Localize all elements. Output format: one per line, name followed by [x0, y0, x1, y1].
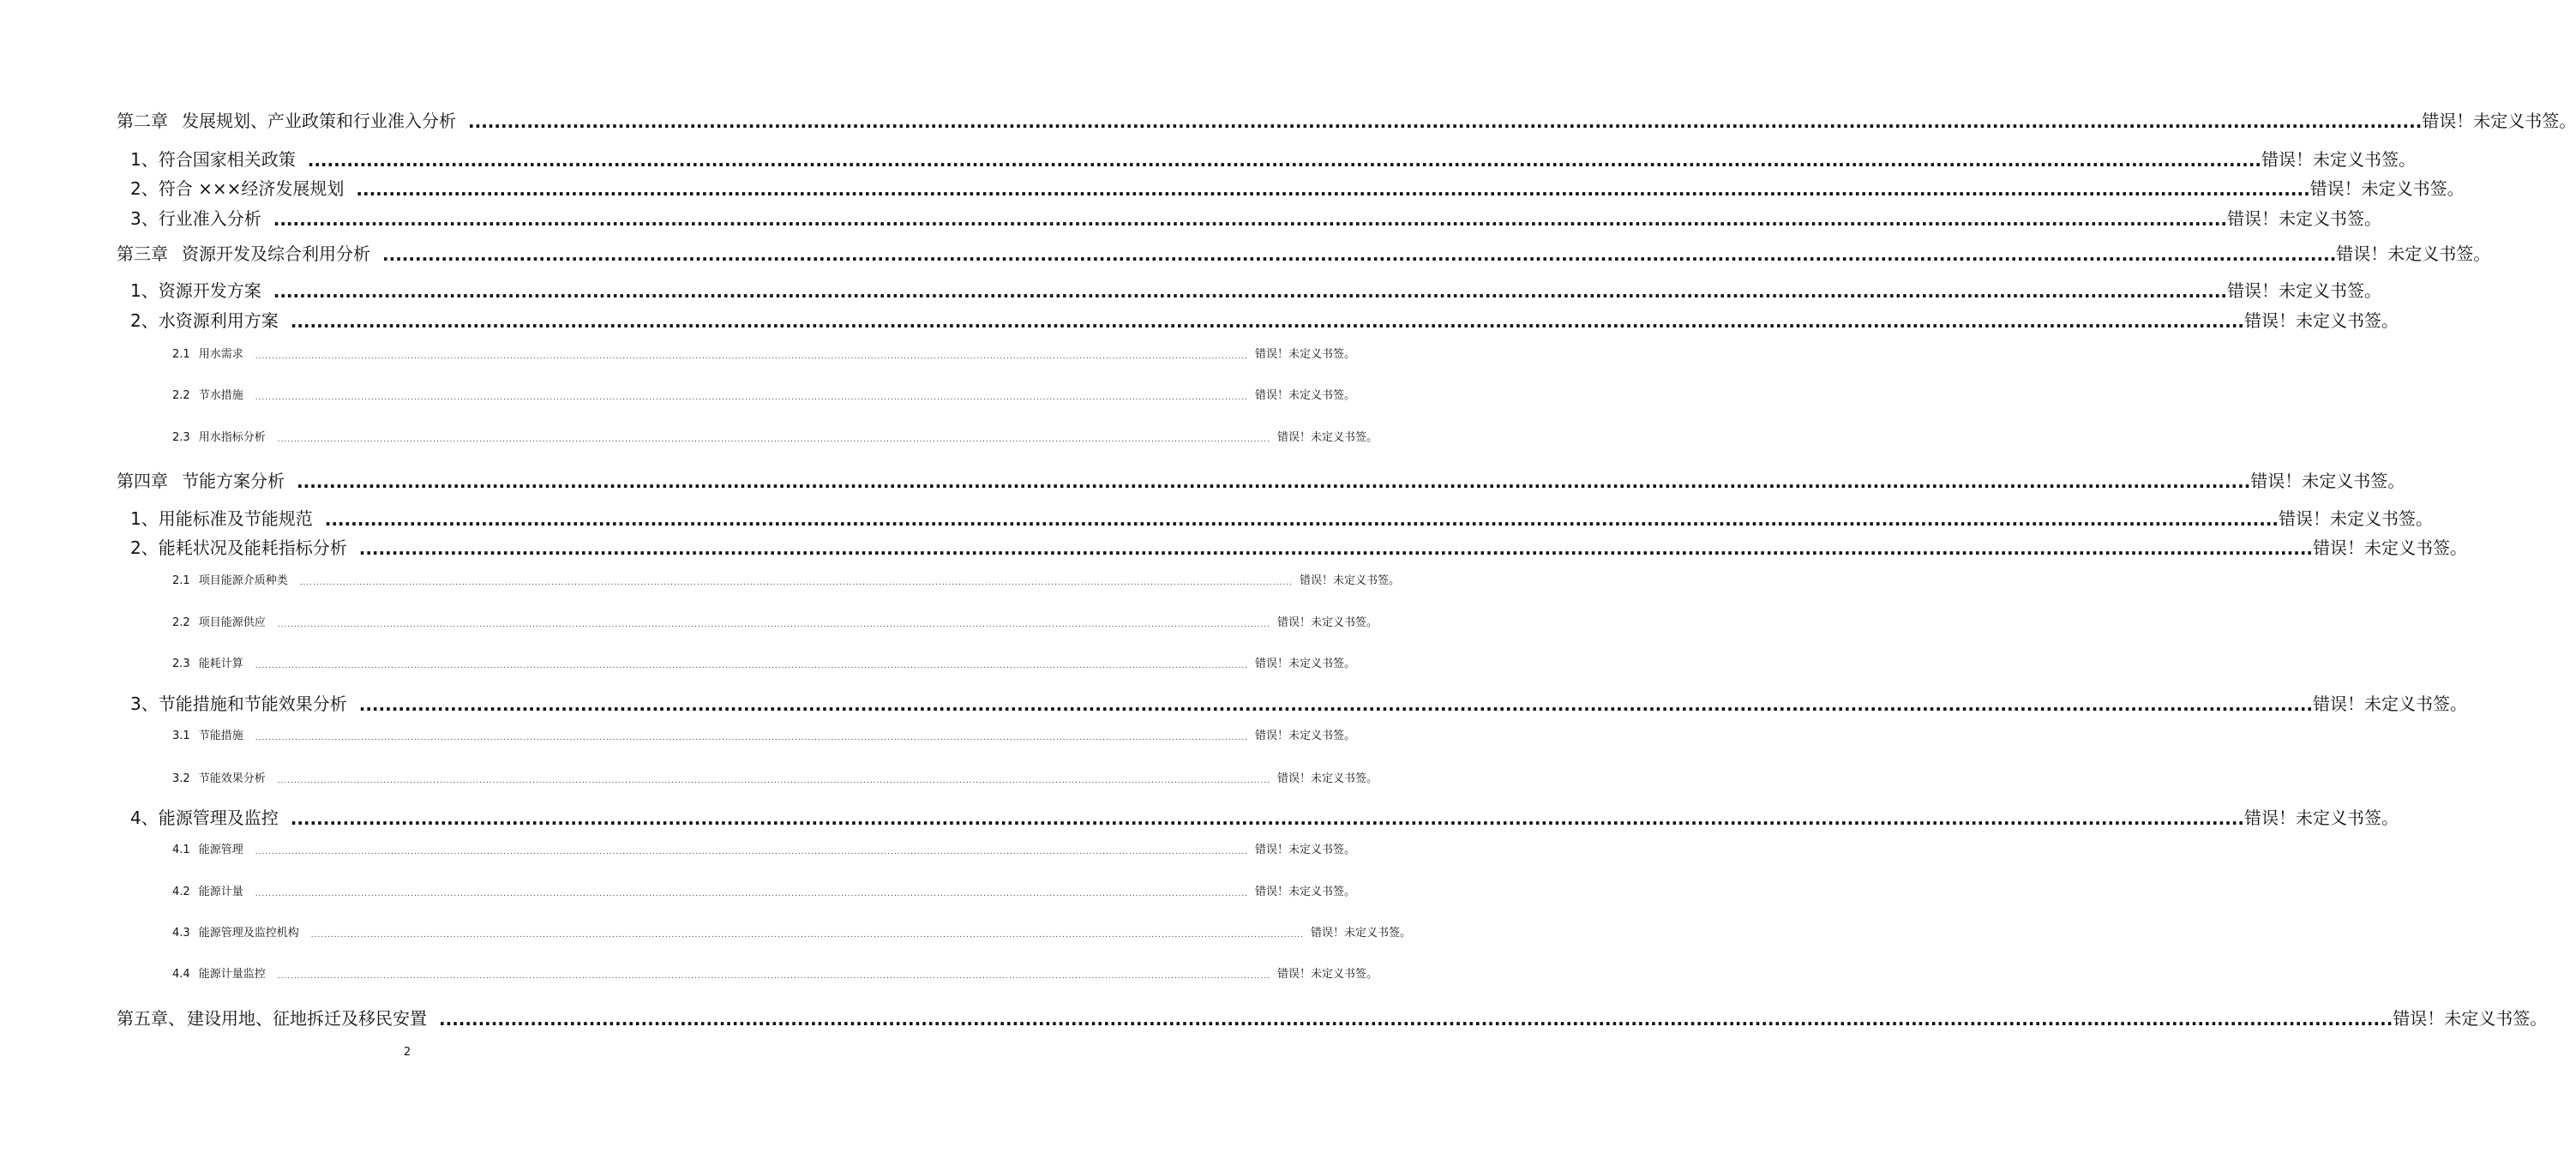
toc-dot-leader: ............................................................................................................................................................................................................................................................................................................ — [324, 509, 2279, 530]
toc-entry-number: 2.1 — [172, 574, 190, 587]
toc-entry-page-ref: 错误！未定义书签。 — [2279, 508, 2434, 529]
toc-entry[interactable] — [0, 965, 1378, 981]
toc-entry-page-ref: 错误！未定义书签。 — [1254, 886, 1355, 898]
toc-entry[interactable] — [0, 278, 2382, 302]
toc-entry[interactable] — [0, 108, 2576, 132]
toc-dot-leader: ............................................................................................................................................................................................................................................................................................................ — [273, 209, 2228, 230]
toc-entry-title: 资源开发方案 — [158, 280, 261, 301]
toc-entry[interactable] — [0, 1006, 2548, 1030]
toc-dot-leader: ............................................................................................................................................................................................................................................................................................................ — [277, 621, 1270, 629]
toc-entry-page-ref: 错误！未定义书签。 — [1276, 431, 1378, 444]
toc-dot-leader: ............................................................................................................................................................................................................................................................................................................ — [255, 662, 1248, 670]
toc-entry-title: 能源计量 — [198, 886, 243, 898]
toc-entry-title: 节能措施 — [198, 730, 243, 742]
page-number: 2 — [403, 1046, 411, 1059]
toc-entry-title: 用水指标分析 — [198, 431, 266, 444]
toc-entry-title: 节水措施 — [198, 389, 243, 402]
toc-entry-title: 符合国家相关政策 — [158, 149, 296, 170]
toc-entry-title: 节能方案分析 — [182, 471, 285, 491]
toc-dot-leader: ............................................................................................................................................................................................................................................................................................................ — [382, 244, 2337, 265]
toc-entry[interactable] — [0, 241, 2491, 265]
toc-entry-number: 4.4 — [172, 968, 190, 981]
toc-entry-number: 2、 — [130, 310, 159, 331]
toc-entry-page-ref: 错误！未定义书签。 — [2227, 208, 2382, 229]
toc-entry-number: 2.2 — [172, 616, 190, 629]
toc-entry-number: 2、 — [130, 178, 159, 199]
toc-dot-leader: ............................................................................................................................................................................................................................................................................................................ — [255, 890, 1248, 898]
toc-entry-title: 能耗计算 — [198, 658, 243, 670]
toc-entry-page-ref: 错误！未定义书签。 — [2250, 471, 2405, 491]
toc-entry[interactable] — [0, 614, 1378, 629]
toc-entry-title: 能源管理及监控 — [158, 808, 279, 828]
toc-entry[interactable] — [0, 206, 2382, 230]
toc-entry-title: 水资源利用方案 — [158, 310, 279, 331]
toc-entry-number: 2.1 — [172, 348, 190, 361]
toc-entry-page-ref: 错误！未定义书签。 — [2244, 808, 2399, 828]
toc-dot-leader: ............................................................................................................................................................................................................................................................................................................ — [255, 734, 1248, 742]
toc-entry-title: 资源开发及综合利用分析 — [182, 243, 370, 264]
toc-entry[interactable] — [0, 506, 2434, 530]
toc-dot-leader: ............................................................................................................................................................................................................................................................................................................ — [468, 111, 2423, 132]
toc-entry-title: 节能效果分析 — [198, 772, 266, 785]
toc-entry[interactable] — [0, 572, 1400, 587]
toc-dot-leader: ............................................................................................................................................................................................................................................................................................................ — [277, 972, 1270, 981]
toc-entry-title: 符合 ×××经济发展规划 — [158, 178, 345, 199]
toc-entry-number: 第四章 — [117, 471, 168, 491]
toc-entry-title: 发展规划、产业政策和行业准入分析 — [182, 111, 456, 131]
toc-dot-leader: ............................................................................................................................................................................................................................................................................................................ — [255, 393, 1248, 402]
toc-entry[interactable] — [0, 147, 2417, 171]
toc-dot-leader: ............................................................................................................................................................................................................................................................................................................ — [290, 311, 2245, 332]
toc-entry-number: 1、 — [130, 508, 159, 529]
toc-dot-leader: ............................................................................................................................................................................................................................................................................................................ — [307, 150, 2262, 171]
toc-dot-leader: ............................................................................................................................................................................................................................................................................................................ — [277, 777, 1270, 785]
toc-entry-page-ref: 错误！未定义书签。 — [2313, 694, 2468, 714]
toc-entry-number: 3、 — [130, 694, 159, 714]
toc-entry-page-ref: 错误！未定义书签。 — [2393, 1008, 2548, 1029]
toc-dot-leader: ............................................................................................................................................................................................................................................................................................................ — [299, 579, 1293, 587]
toc-entry-page-ref: 错误！未定义书签。 — [1276, 616, 1378, 629]
toc-entry-page-ref: 错误！未定义书签。 — [2422, 111, 2576, 131]
toc-entry[interactable] — [0, 345, 1355, 361]
toc-entry-page-ref: 错误！未定义书签。 — [2244, 310, 2399, 331]
toc-entry[interactable] — [0, 429, 1378, 444]
toc-entry-title: 节能措施和节能效果分析 — [158, 694, 347, 714]
toc-entry-number: 2.3 — [172, 658, 190, 670]
toc-entry-number: 1、 — [130, 280, 159, 301]
toc-entry-page-ref: 错误！未定义书签。 — [2309, 178, 2465, 199]
toc-entry[interactable] — [0, 468, 2405, 492]
toc-entry-page-ref: 错误！未定义书签。 — [1276, 968, 1378, 981]
toc-entry-title: 项目能源介质种类 — [198, 574, 288, 587]
toc-entry-title: 用能标准及节能规范 — [158, 508, 313, 529]
toc-entry-page-ref: 错误！未定义书签。 — [1310, 927, 1411, 940]
toc-entry-page-ref: 错误！未定义书签。 — [1299, 574, 1400, 587]
toc-entry-number: 2.3 — [172, 431, 190, 444]
toc-entry-title: 项目能源供应 — [198, 616, 266, 629]
toc-entry-number: 4.1 — [172, 844, 190, 856]
toc-dot-leader: ............................................................................................................................................................................................................................................................................................................ — [297, 471, 2251, 492]
toc-dot-leader: ............................................................................................................................................................................................................................................................................................................ — [439, 1009, 2393, 1030]
toc-entry-page-ref: 错误！未定义书签。 — [1254, 658, 1355, 670]
toc-entry-number: 第二章 — [117, 111, 168, 131]
toc-entry-number: 第五章、 — [117, 1008, 185, 1029]
toc-entry-page-ref: 错误！未定义书签。 — [2336, 243, 2491, 264]
toc-entry-title: 能耗状况及能耗指标分析 — [158, 537, 347, 558]
toc-entry-page-ref: 错误！未定义书签。 — [1254, 844, 1355, 856]
toc-entry-title: 能源管理 — [198, 844, 243, 856]
toc-entry[interactable] — [0, 535, 2468, 559]
toc-entry-title: 用水需求 — [198, 348, 243, 361]
toc-entry[interactable] — [0, 691, 2468, 715]
toc-dot-leader: ............................................................................................................................................................................................................................................................................................................ — [273, 281, 2228, 302]
toc-entry-page-ref: 错误！未定义书签。 — [2227, 280, 2382, 301]
toc-entry[interactable] — [0, 805, 2399, 829]
toc-entry-title: 能源计量监控 — [198, 968, 266, 981]
toc-entry[interactable] — [0, 841, 1355, 856]
toc-entry-page-ref: 错误！未定义书签。 — [1254, 348, 1355, 361]
toc-dot-leader: ............................................................................................................................................................................................................................................................................................................ — [255, 352, 1248, 361]
toc-dot-leader: ............................................................................................................................................................................................................................................................................................................ — [358, 538, 2314, 559]
toc-entry-number: 3.2 — [172, 772, 190, 785]
toc-entry[interactable] — [0, 770, 1378, 785]
toc-dot-leader: ............................................................................................................................................................................................................................................................................................................ — [356, 179, 2310, 200]
toc-entry-number: 3、 — [130, 208, 159, 229]
toc-entry-number: 4.3 — [172, 927, 190, 940]
toc-entry[interactable] — [0, 924, 1411, 940]
toc-entry[interactable] — [0, 308, 2399, 332]
toc-entry[interactable] — [0, 883, 1355, 898]
toc-entry-page-ref: 错误！未定义书签。 — [1276, 772, 1378, 785]
toc-entry-number: 4、 — [130, 808, 159, 828]
toc-entry-number: 1、 — [130, 149, 159, 170]
toc-entry-title: 行业准入分析 — [158, 208, 261, 229]
toc-entry[interactable] — [0, 176, 2465, 200]
toc-entry-page-ref: 错误！未定义书签。 — [2313, 537, 2468, 558]
toc-dot-leader: ............................................................................................................................................................................................................................................................................................................ — [255, 848, 1248, 856]
toc-entry-number: 4.2 — [172, 886, 190, 898]
toc-entry-title: 建设用地、征地拆迁及移民安置 — [187, 1008, 427, 1029]
toc-entry-number: 第三章 — [117, 243, 168, 264]
toc-dot-leader: ............................................................................................................................................................................................................................................................................................................ — [358, 694, 2314, 715]
toc-entry[interactable] — [0, 387, 1355, 402]
toc-dot-leader: ............................................................................................................................................................................................................................................................................................................ — [290, 808, 2245, 829]
toc-entry[interactable] — [0, 727, 1355, 742]
toc-entry[interactable] — [0, 655, 1355, 670]
toc-entry-number: 2.2 — [172, 389, 190, 402]
toc-dot-leader: ............................................................................................................................................................................................................................................................................................................ — [277, 435, 1270, 444]
toc-entry-page-ref: 错误！未定义书签。 — [1254, 389, 1355, 402]
toc-entry-page-ref: 错误！未定义书签。 — [2261, 149, 2417, 170]
toc-entry-page-ref: 错误！未定义书签。 — [1254, 730, 1355, 742]
toc-dot-leader: ............................................................................................................................................................................................................................................................................................................ — [310, 931, 1304, 940]
toc-entry-number: 2、 — [130, 537, 159, 558]
toc-entry-title: 能源管理及监控机构 — [198, 927, 299, 940]
toc-entry-number: 3.1 — [172, 730, 190, 742]
